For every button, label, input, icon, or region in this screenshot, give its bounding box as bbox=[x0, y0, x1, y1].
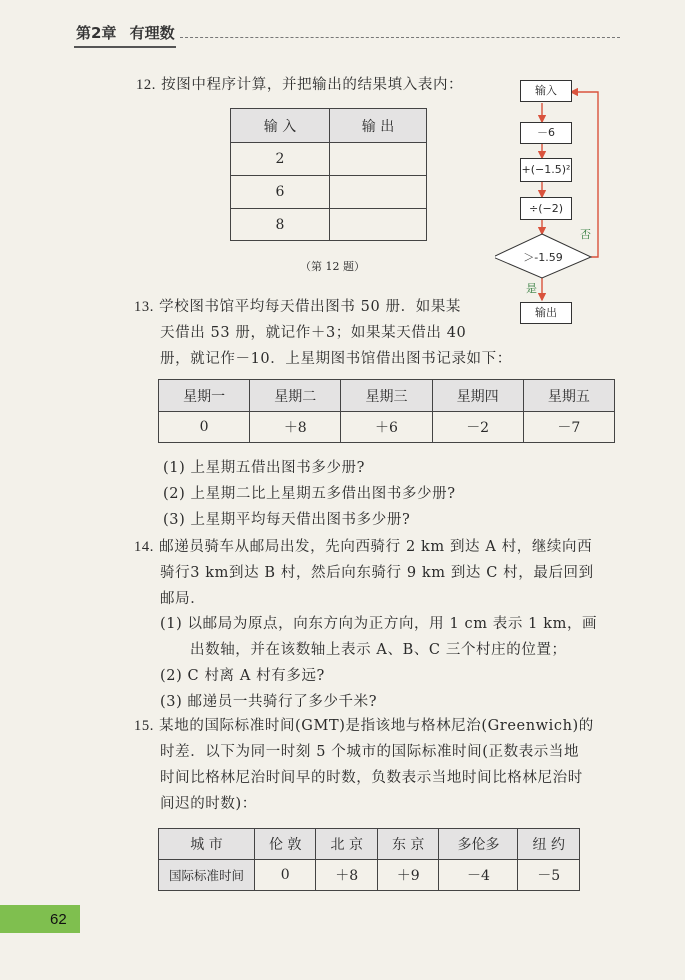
q12-output-cell bbox=[330, 143, 427, 176]
q13-line: 册，就记作－10．上星期图书馆借出图书记录如下： bbox=[160, 351, 512, 367]
q13-subquestions bbox=[163, 455, 456, 533]
q14-prompt bbox=[134, 534, 634, 612]
q14-line: 邮局． bbox=[160, 591, 206, 607]
q12-number: 12. bbox=[136, 77, 156, 93]
header-underline bbox=[74, 46, 176, 48]
q13-value-cell: 0 bbox=[159, 412, 250, 443]
flow-step1-box: －6 bbox=[520, 122, 572, 144]
q12-text: 按图中程序计算，并把输出的结果填入表内： bbox=[161, 77, 464, 93]
q12-table bbox=[230, 108, 427, 241]
q12-input-cell: 2 bbox=[231, 143, 330, 176]
q12-input-cell: 6 bbox=[231, 176, 330, 209]
q13-number: 13. bbox=[134, 299, 154, 315]
q13-value-cell: －2 bbox=[432, 412, 523, 443]
q15-text: 某地的国际标准时间(GMT)是指该地与格林尼治(Greenwich)的 bbox=[159, 718, 594, 734]
flow-no-label: 否 bbox=[580, 228, 591, 241]
q15-header-cell: 东 京 bbox=[377, 829, 438, 860]
q14-subquestions bbox=[160, 611, 630, 715]
q14-sub-item: (3) 邮递员一共骑行了多少千米? bbox=[160, 694, 378, 710]
q14-sub-item: 出数轴，并在该数轴上表示 A、B、C 三个村庄的位置； bbox=[190, 642, 567, 658]
q15-header-cell: 北 京 bbox=[316, 829, 377, 860]
flow-step2-box: +(−1.5)² bbox=[520, 158, 572, 182]
q15-value-cell: ＋9 bbox=[377, 860, 438, 891]
flow-condition-label: ＞-1.59 bbox=[523, 251, 563, 264]
flow-input-box: 输入 bbox=[520, 80, 572, 102]
q15-row-label: 国际标准时间 bbox=[159, 860, 255, 891]
q15-header-cell: 城 市 bbox=[159, 829, 255, 860]
q15-header-cell: 纽 约 bbox=[518, 829, 580, 860]
q13-header-cell: 星期四 bbox=[432, 380, 523, 412]
q15-line: 时间比格林尼治时间早的时数，负数表示当地时间比格林尼治时 bbox=[160, 770, 583, 786]
q12-output-cell bbox=[330, 209, 427, 241]
q13-value-cell: ＋8 bbox=[250, 412, 341, 443]
q12-input-cell: 8 bbox=[231, 209, 330, 241]
q15-prompt bbox=[134, 713, 634, 817]
q15-header-cell: 伦 敦 bbox=[255, 829, 316, 860]
q15-line: 时差．以下为同一时刻 5 个城市的国际标准时间(正数表示当地 bbox=[160, 744, 580, 760]
q15-value-cell: －5 bbox=[518, 860, 580, 891]
q15-value-cell: 0 bbox=[255, 860, 316, 891]
q13-value-cell: ＋6 bbox=[341, 412, 432, 443]
q14-sub-item: (2) C 村离 A 村有多远? bbox=[160, 668, 325, 684]
q15-value-cell: ＋8 bbox=[316, 860, 377, 891]
q13-text: 学校图书馆平均每天借出图书 50 册．如果某 bbox=[159, 299, 462, 315]
q14-line: 骑行3 km到达 B 村，然后向东骑行 9 km 到达 C 村，最后回到 bbox=[160, 565, 594, 581]
q14-sub-item: (1) 以邮局为原点，向东方向为正方向，用 1 cm 表示 1 km，画 bbox=[160, 616, 598, 632]
q12-output-cell bbox=[330, 176, 427, 209]
q15-table bbox=[158, 828, 580, 891]
q13-header-cell: 星期二 bbox=[250, 380, 341, 412]
q13-header-cell: 星期五 bbox=[523, 380, 614, 412]
page-number-tab bbox=[0, 905, 80, 933]
q13-sub-item: (1) 上星期五借出图书多少册? bbox=[163, 460, 366, 476]
chapter-header bbox=[76, 22, 175, 43]
q15-value-cell: －4 bbox=[439, 860, 518, 891]
q13-line bbox=[134, 294, 504, 320]
q14-line bbox=[134, 534, 634, 560]
q12-prompt bbox=[136, 72, 463, 98]
chapter-title: 有理数 bbox=[129, 24, 175, 42]
header-divider bbox=[180, 37, 620, 38]
q14-number: 14. bbox=[134, 539, 154, 555]
flow-step3-box: ÷(−2) bbox=[520, 197, 572, 220]
q13-table bbox=[158, 379, 615, 443]
q13-value-cell: －7 bbox=[523, 412, 614, 443]
flow-yes-label: 是 bbox=[526, 282, 537, 295]
q12-header-input: 输 入 bbox=[231, 109, 330, 143]
q15-number: 15. bbox=[134, 718, 154, 734]
q12-caption: （第 12 题） bbox=[300, 260, 365, 273]
q14-text: 邮递员骑车从邮局出发，先向西骑行 2 km 到达 A 村，继续向西 bbox=[159, 539, 593, 555]
page-number: 62 bbox=[50, 911, 67, 928]
q15-line: 间迟的时数)： bbox=[160, 796, 257, 812]
q13-sub-item: (2) 上星期二比上星期五多借出图书多少册? bbox=[163, 486, 456, 502]
flow-output-box: 输出 bbox=[520, 302, 572, 324]
q13-line: 天借出 53 册，就记作＋3；如果某天借出 40 bbox=[160, 325, 467, 341]
q13-header-cell: 星期三 bbox=[341, 380, 432, 412]
q15-line bbox=[134, 713, 634, 739]
q13-header-cell: 星期一 bbox=[159, 380, 250, 412]
q12-header-output: 输 出 bbox=[330, 109, 427, 143]
q13-sub-item: (3) 上星期平均每天借出图书多少册? bbox=[163, 512, 411, 528]
q15-header-cell: 多伦多 bbox=[439, 829, 518, 860]
chapter-number: 第2章 bbox=[76, 24, 117, 42]
q13-prompt bbox=[134, 294, 512, 372]
